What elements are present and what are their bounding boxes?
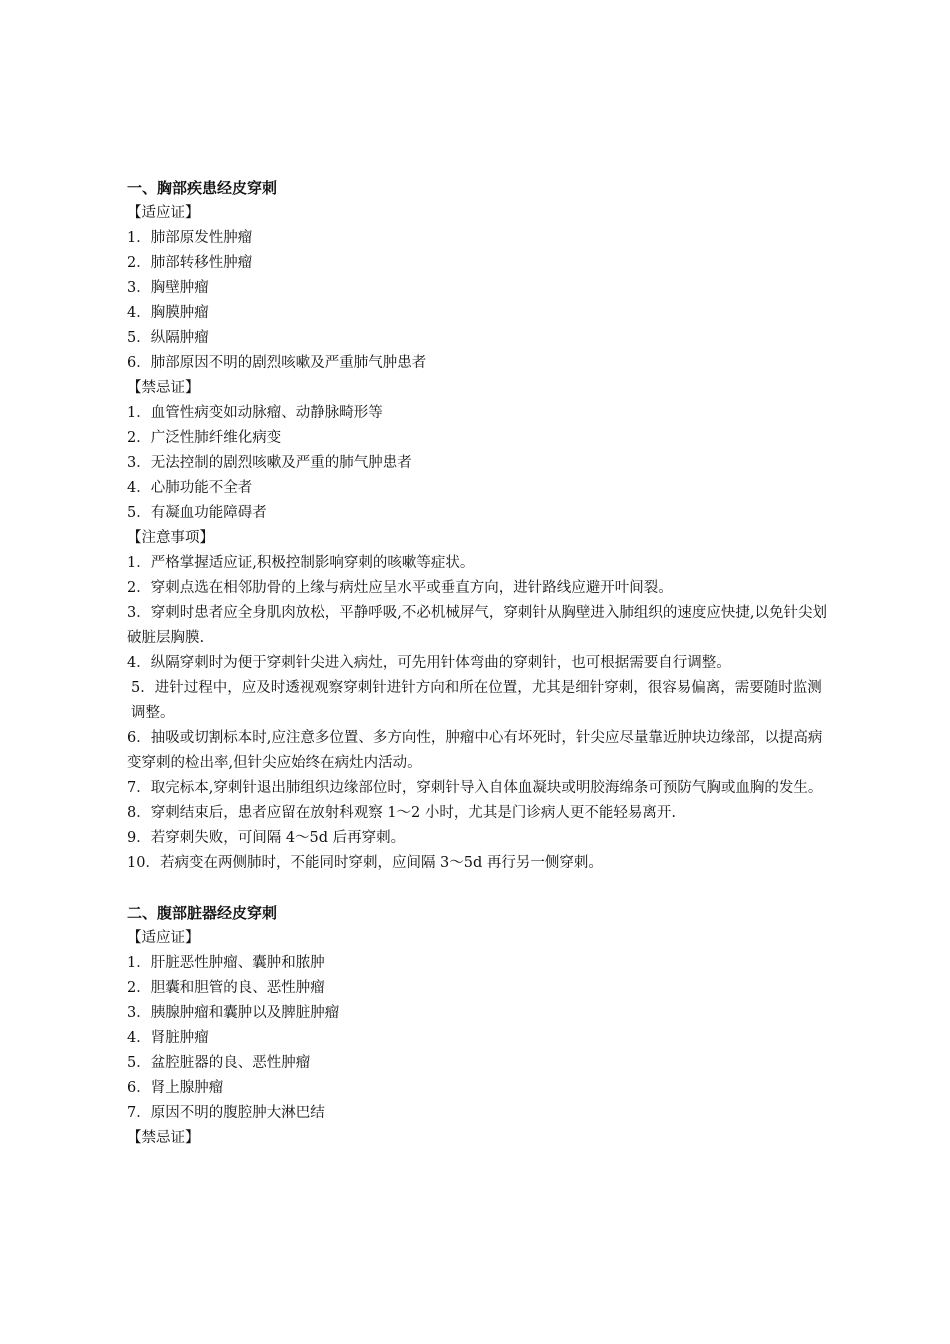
- list-item: 1．血管性病变如动脉瘤、动静脉畸形等: [127, 405, 383, 421]
- list-item: 7．取完标本,穿刺针退出肺组织边缘部位时，穿刺针导入自体血凝块或明胶海绵条可预防气胸或血胸的发生。: [127, 780, 823, 796]
- list-item: 1．严格掌握适应证,积极控制影响穿刺的咳嗽等症状。: [127, 555, 475, 571]
- list-item: 10．若病变在两侧肺时，不能同时穿刺，应间隔 3～5d 再行另一侧穿刺。: [127, 855, 603, 871]
- list-item: 8．穿刺结束后，患者应留在放射科观察 1～2 小时，尤其是门诊病人更不能轻易离开.: [127, 805, 677, 821]
- list-item: 3．无法控制的剧烈咳嗽及严重的肺气肿患者: [127, 455, 412, 471]
- section-2-indications-label: 【适应证】: [127, 930, 200, 946]
- list-item: 4．肾脏肿瘤: [127, 1030, 209, 1046]
- list-item: 3．胸壁肿瘤: [127, 280, 209, 296]
- section-1-title: 一、胸部疾患经皮穿刺: [127, 179, 278, 197]
- list-item: 6．抽吸或切割标本时,应注意多位置、多方向性，肿瘤中心有坏死时，针尖应尽量靠近肿块边缘部，以提高病变穿刺的检出率,但针尖应始终在病灶内活动。: [127, 730, 823, 771]
- list-item: 4．心肺功能不全者: [127, 480, 253, 496]
- list-item: 5．纵隔肿瘤: [127, 330, 209, 346]
- list-item: 2．胆囊和胆管的良、恶性肿瘤: [127, 980, 325, 996]
- list-item: 4．胸膜肿瘤: [127, 305, 209, 321]
- list-item: 1．肺部原发性肿瘤: [127, 230, 253, 246]
- list-item: 2．肺部转移性肿瘤: [127, 255, 253, 271]
- list-item: 3．穿刺时患者应全身肌肉放松，平静呼吸,不必机械屏气，穿刺针从胸壁进入肺组织的速度应快捷,以免针尖划破脏层胸膜.: [127, 605, 827, 646]
- section-1-notes-label: 【注意事项】: [127, 530, 214, 546]
- list-item: 4．纵隔穿刺时为便于穿刺针尖进入病灶，可先用针体弯曲的穿刺针，也可根据需要自行调整。: [127, 655, 731, 671]
- list-item: 9．若穿刺失败，可间隔 4～5d 后再穿刺。: [127, 830, 406, 846]
- section-2-contraindications-label: 【禁忌证】: [127, 1130, 200, 1146]
- list-item: 7．原因不明的腹腔肿大淋巴结: [127, 1105, 325, 1121]
- list-item: 6．肾上腺肿瘤: [127, 1080, 224, 1096]
- section-spacer: [127, 876, 832, 901]
- section-2-title: 二、腹部脏器经皮穿刺: [127, 904, 278, 922]
- list-item: 2．穿刺点选在相邻肋骨的上缘与病灶应呈水平或垂直方向，进针路线应避开叶间裂。: [127, 580, 673, 596]
- list-item: 3．胰腺肿瘤和囊肿以及脾脏肿瘤: [127, 1005, 340, 1021]
- list-item: 5．盆腔脏器的良、恶性肿瘤: [127, 1055, 311, 1071]
- document-page: [127, 176, 832, 1151]
- section-1-contraindications-label: 【禁忌证】: [127, 380, 200, 396]
- list-item: 5．有凝血功能障碍者: [127, 505, 267, 521]
- section-1-indications-label: 【适应证】: [127, 205, 200, 221]
- list-item: 1．肝脏恶性肿瘤、囊肿和脓肿: [127, 955, 325, 971]
- list-item: 2．广泛性肺纤维化病变: [127, 430, 282, 446]
- list-item: 6．肺部原因不明的剧烈咳嗽及严重肺气肿患者: [127, 355, 427, 371]
- list-item: 5．进针过程中，应及时透视观察穿刺针进针方向和所在位置，尤其是细针穿刺，很容易偏离，需要随时监测调整。: [131, 680, 822, 721]
